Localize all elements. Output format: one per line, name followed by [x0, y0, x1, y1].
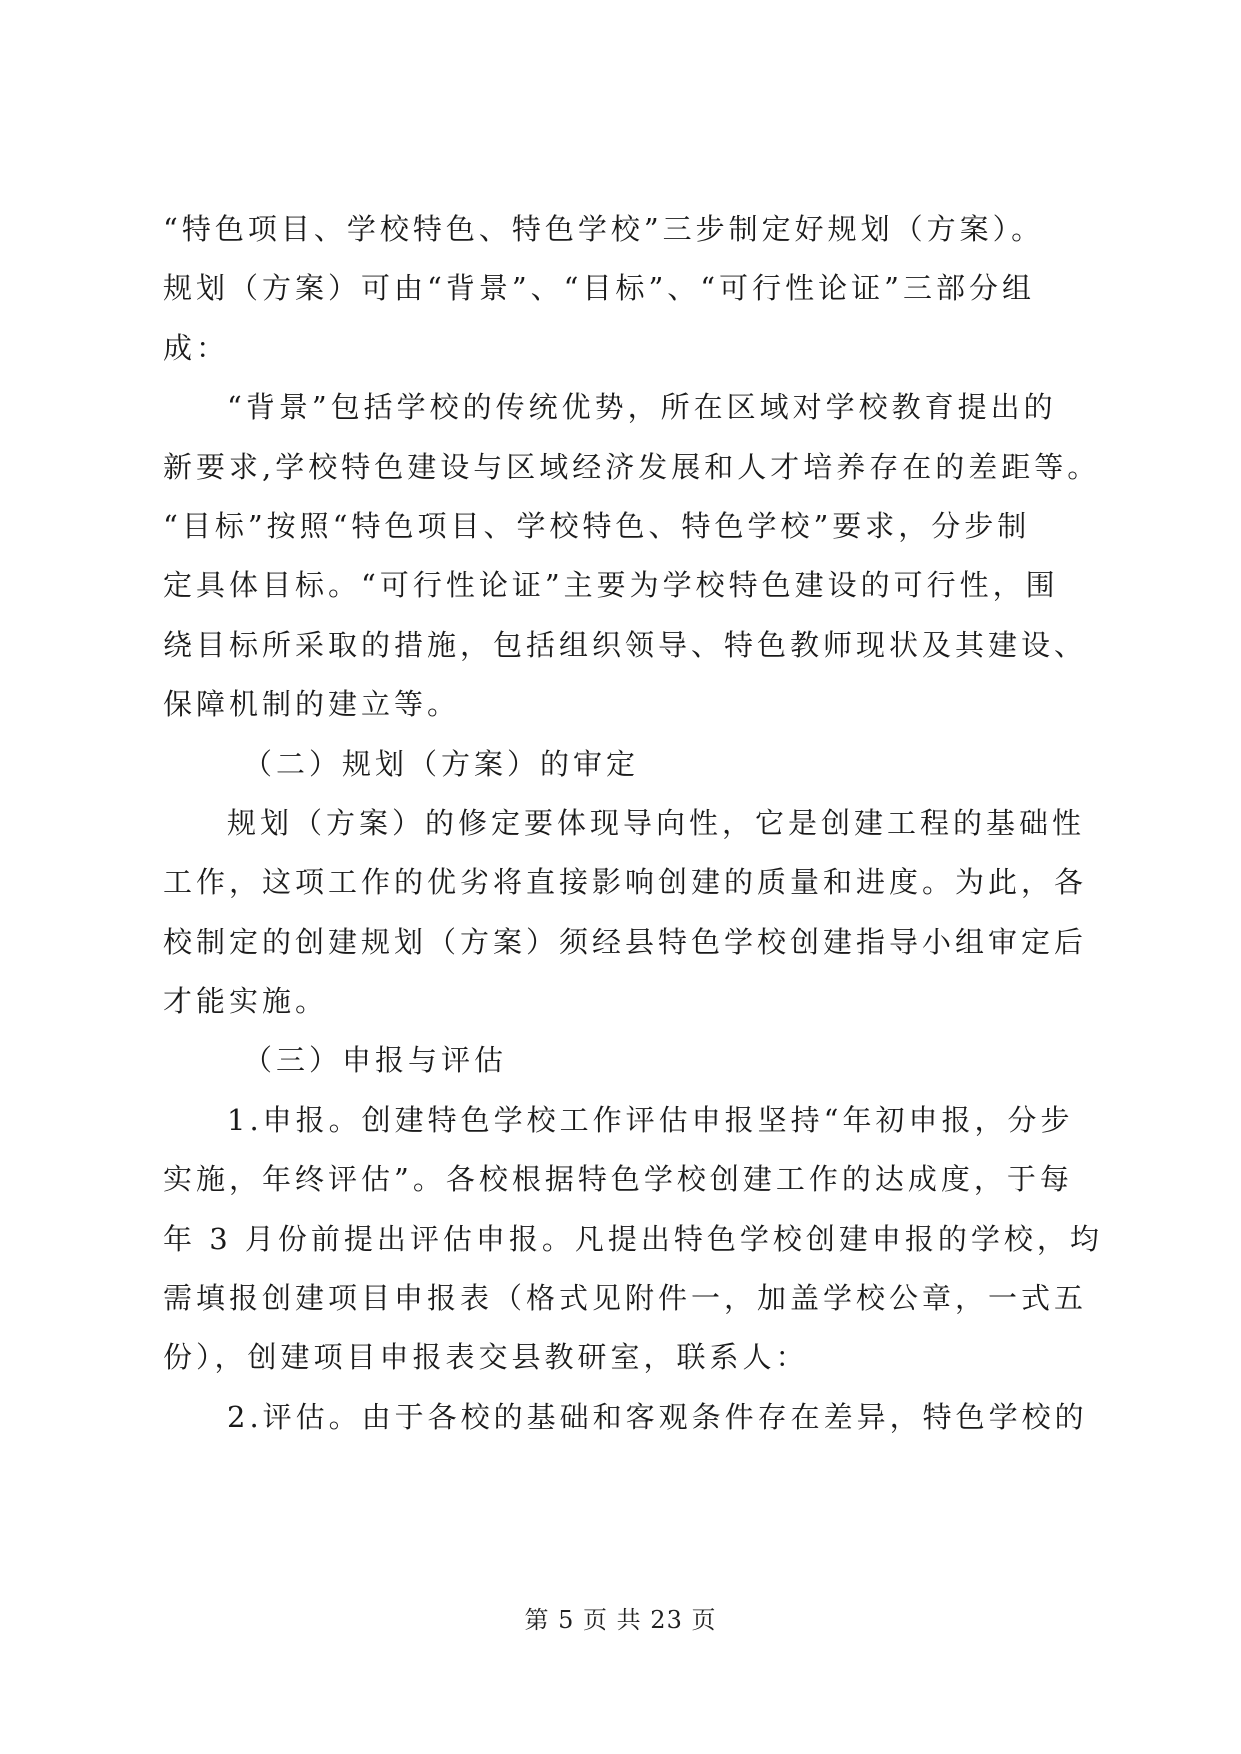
text-line: 才能实施。 [163, 984, 329, 1019]
document-body [163, 200, 1103, 1447]
text-line: 规划（方案）的修定要体现导向性，它是创建工程的基础性 [227, 805, 1086, 840]
text-line: 新要求,学校特色建设与区域经济发展和人才培养存在的差距等。 [163, 449, 1101, 484]
text-line: “特色项目、学校特色、特色学校”三步制定好规划（方案）。 [163, 212, 1045, 246]
text-line: 2.评估。由于各校的基础和客观条件存在差异，特色学校的 [227, 1399, 1088, 1434]
text-line: 需填报创建项目申报表（格式见附件一，加盖学校公章，一式五 [163, 1281, 1088, 1316]
text-line: 成： [163, 330, 230, 365]
text-line: 定具体目标。“可行性论证”主要为学校特色建设的可行性，围 [163, 568, 1059, 603]
page-number-footer: 第 5 页 共 23 页 [524, 1606, 717, 1634]
text-line: “背景”包括学校的传统优势，所在区域对学校教育提出的 [227, 390, 1057, 425]
text-line: 保障机制的建立等。 [163, 687, 461, 722]
section-heading: （三）申报与评估 [243, 1043, 508, 1078]
text-line: 绕目标所采取的措施，包括组织领导、特色教师现状及其建设、 [163, 627, 1088, 662]
section-heading: （二）规划（方案）的审定 [243, 746, 640, 781]
text-line: 实施，年终评估”。各校根据特色学校创建工作的达成度，于每 [163, 1162, 1073, 1197]
text-line: 份），创建项目申报表交县教研室，联系人： [163, 1340, 809, 1375]
text-line: 工作，这项工作的优劣将直接影响创建的质量和进度。为此，各 [163, 865, 1088, 900]
text-line: 规划（方案）可由“背景”、“目标”、“可行性论证”三部分组 [163, 271, 1035, 306]
text-line: 校制定的创建规划（方案）须经县特色学校创建指导小组审定后 [163, 924, 1088, 959]
text-line: 1.申报。创建特色学校工作评估申报坚持“年初申报，分步 [227, 1102, 1074, 1137]
text-line: 年 3 月份前提出评估申报。凡提出特色学校创建申报的学校，均 [163, 1221, 1103, 1256]
text-line: “目标”按照“特色项目、学校特色、特色学校”要求，分步制 [163, 508, 1031, 543]
